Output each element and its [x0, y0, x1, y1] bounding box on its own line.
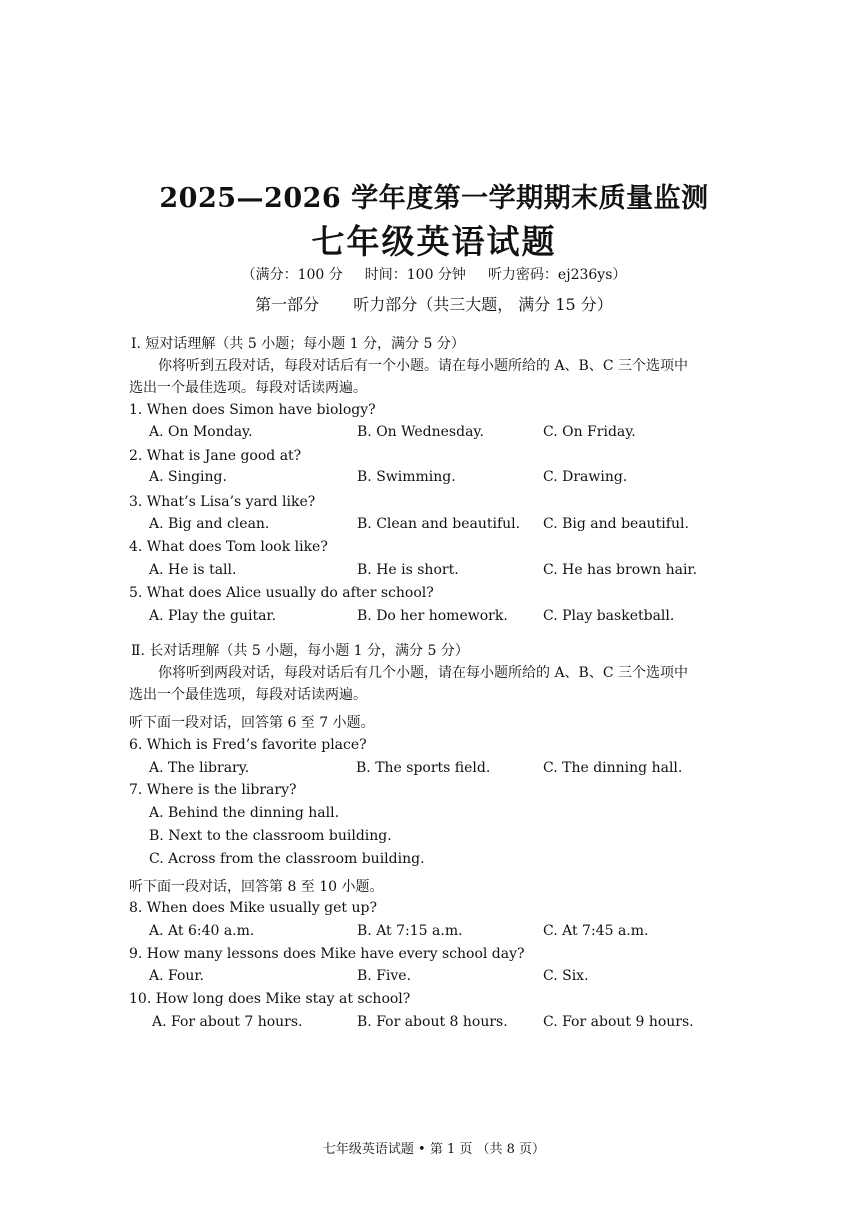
- section-1-instruction-cont: 选出一个最佳选项。每段对话读两遍。: [129, 380, 367, 396]
- question-10: 10. How long does Mike stay at school?: [129, 991, 411, 1007]
- q1-option-c: C. On Friday.: [543, 424, 636, 440]
- part-label: 第一部分: [255, 295, 320, 314]
- question-1: 1. When does Simon have biology?: [129, 402, 376, 418]
- q9-option-c: C. Six.: [543, 968, 589, 984]
- question-3: 3. What’s Lisa’s yard like?: [129, 494, 316, 510]
- part-heading: [0, 292, 868, 315]
- exam-time: 时间：100 分钟: [364, 267, 466, 283]
- q6-option-c: C. The dinning hall.: [543, 760, 683, 776]
- exam-subtitle: 七年级英语试题: [311, 222, 557, 261]
- q5-option-a: A. Play the guitar.: [149, 608, 277, 624]
- q5-option-b: B. Do her homework.: [357, 608, 508, 624]
- question-4: 4. What does Tom look like?: [129, 539, 328, 555]
- q5-option-c: C. Play basketball.: [543, 608, 675, 624]
- question-6: 6. Which is Fred’s favorite place?: [129, 737, 367, 753]
- q2-option-a: A. Singing.: [149, 469, 227, 485]
- exam-meta: [0, 264, 868, 284]
- exam-title: 2025—2026 学年度第一学期期末质量监测: [159, 183, 709, 214]
- section-2-title: Ⅱ. 长对话理解（共 5 小题，每小题 1 分，满分 5 分）: [131, 643, 469, 659]
- q8-option-b: B. At 7:15 a.m.: [357, 923, 463, 939]
- section-1-instruction: 你将听到五段对话，每段对话后有一个小题。请在每小题所给的 A、B、C 三个选项中: [158, 358, 689, 374]
- q7-option-c: C. Across from the classroom building.: [149, 851, 425, 867]
- q4-option-a: A. He is tall.: [149, 562, 237, 578]
- q4-option-b: B. He is short.: [357, 562, 459, 578]
- q2-option-b: B. Swimming.: [357, 469, 456, 485]
- q6-option-a: A. The library.: [149, 760, 250, 776]
- question-9: 9. How many lessons does Mike have every school day?: [129, 946, 525, 962]
- q4-option-c: C. He has brown hair.: [543, 562, 698, 578]
- page-footer: 七年级英语试题 • 第 1 页 （共 8 页）: [322, 1142, 546, 1157]
- q3-option-b: B. Clean and beautiful.: [357, 516, 521, 532]
- listening-code: 听力密码：ej236ys）: [487, 267, 627, 283]
- section-2-instruction: 你将听到两段对话，每段对话后有几个小题，请在每小题所给的 A、B、C 三个选项中: [158, 665, 689, 681]
- question-8: 8. When does Mike usually get up?: [129, 900, 377, 916]
- q6-option-b: B. The sports field.: [356, 760, 491, 776]
- q7-option-b: B. Next to the classroom building.: [149, 828, 392, 844]
- dialogue-2-prompt: 听下面一段对话，回答第 8 至 10 小题。: [129, 879, 384, 895]
- q10-option-c: C. For about 9 hours.: [543, 1014, 694, 1030]
- q3-option-a: A. Big and clean.: [149, 516, 270, 532]
- q1-option-a: A. On Monday.: [149, 424, 253, 440]
- q8-option-c: C. At 7:45 a.m.: [543, 923, 649, 939]
- dialogue-1-prompt: 听下面一段对话，回答第 6 至 7 小题。: [129, 715, 375, 731]
- q8-option-a: A. At 6:40 a.m.: [149, 923, 255, 939]
- q10-option-a: A. For about 7 hours.: [152, 1014, 303, 1030]
- section-2-instruction-cont: 选出一个最佳选项，每段对话读两遍。: [129, 687, 367, 703]
- question-7: 7. Where is the library?: [129, 782, 297, 798]
- q10-option-b: B. For about 8 hours.: [357, 1014, 508, 1030]
- q7-option-a: A. Behind the dinning hall.: [149, 805, 340, 821]
- question-2: 2. What is Jane good at?: [129, 448, 302, 464]
- full-score: （满分：100 分: [241, 267, 343, 283]
- q1-option-b: B. On Wednesday.: [357, 424, 484, 440]
- q3-option-c: C. Big and beautiful.: [543, 516, 689, 532]
- q9-option-b: B. Five.: [357, 968, 412, 984]
- q9-option-a: A. Four.: [149, 968, 205, 984]
- question-5: 5. What does Alice usually do after school?: [129, 585, 434, 601]
- q2-option-c: C. Drawing.: [543, 469, 628, 485]
- section-1-title: Ⅰ. 短对话理解（共 5 小题；每小题 1 分，满分 5 分）: [131, 336, 465, 352]
- part-desc: 听力部分（共三大题， 满分 15 分）: [353, 295, 613, 314]
